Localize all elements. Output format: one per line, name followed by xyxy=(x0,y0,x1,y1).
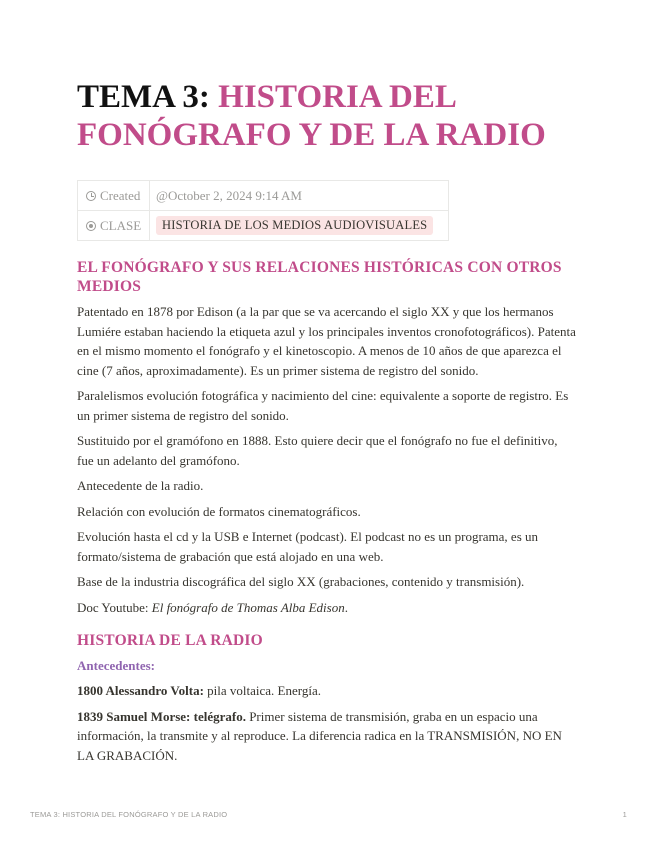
clock-icon xyxy=(86,191,96,201)
properties-table xyxy=(77,180,449,241)
section-heading-radio: HISTORIA DE LA RADIO xyxy=(77,632,263,649)
paragraph-volta: 1800 Alessandro Volta: pila voltaica. Energía. xyxy=(77,683,321,698)
paragraph: Antecedente de la radio. xyxy=(77,478,204,493)
paragraph: Patentado en 1878 por Edison (a la par que se va acercando el siglo XX y que los hermanos Lumiére estaban haciendo la etiqueta azul y los principales inventos cronofotográficos). Patenta en el mismo momento el fonógrafo y el kinetoscopio. A menos de 10 años de que aparezca el cine (7 años, aproximadamente). Es un primer sistema de registro del sonido. xyxy=(77,304,576,378)
document-body xyxy=(77,258,577,771)
property-clase xyxy=(78,210,448,240)
footer-title: TEMA 3: HISTORIA DEL FONÓGRAFO Y DE LA RADIO xyxy=(30,810,228,819)
title-accent: HISTORIA DEL FONÓGRAFO Y DE LA RADIO xyxy=(77,79,546,153)
clase-tag: HISTORIA DE LOS MEDIOS AUDIOVISUALES xyxy=(156,216,433,235)
select-property-icon xyxy=(86,221,96,231)
paragraph: Relación con evolución de formatos cinematográficos. xyxy=(77,503,361,519)
paragraph: Sustituido por el gramófono en 1888. Esto quiere decir que el fonógrafo no fue el definitivo, fue un adelanto del gramófono. xyxy=(77,433,558,468)
paragraph: Evolución hasta el cd y la USB e Internet (podcast). El podcast no es un programa, es un formato/sistema de grabación que está alojado en una web. xyxy=(77,529,539,564)
section-heading-fonografo: EL FONÓGRAFO Y SUS RELACIONES HISTÓRICAS CON OTROS MEDIOS xyxy=(77,259,562,295)
section-radio xyxy=(77,631,577,765)
paragraph-doc-youtube: Doc Youtube: El fonógrafo de Thomas Alba Edison. xyxy=(77,599,348,615)
paragraph-morse: 1839 Samuel Morse: telégrafo. Primer sistema de transmisión, graba en un espacio una información, la transmite y al reproduce. La diferencia radica en la TRANSMISIÓN, NO EN LA GRABACIÓN. xyxy=(77,708,562,763)
clase-label: CLASE xyxy=(100,217,142,233)
created-label: Created xyxy=(100,187,141,203)
title-prefix: TEMA 3: xyxy=(77,79,219,115)
page-footer xyxy=(30,810,627,819)
created-value: @October 2, 2024 9:14 AM xyxy=(156,187,302,203)
doc-title: El fonógrafo de Thomas Alba Edison xyxy=(151,599,345,615)
page-number: 1 xyxy=(622,810,627,819)
page-title xyxy=(77,78,577,154)
paragraph: Base de la industria discográfica del siglo XX (grabaciones, contenido y transmisión). xyxy=(77,574,525,589)
paragraph: Paralelismos evolución fotográfica y nacimiento del cine: equivalente a soporte de registro. Es un primer sistema de registro del sonido. xyxy=(77,388,569,423)
property-created xyxy=(78,181,448,210)
subheading-antecedentes: Antecedentes: xyxy=(77,658,155,673)
